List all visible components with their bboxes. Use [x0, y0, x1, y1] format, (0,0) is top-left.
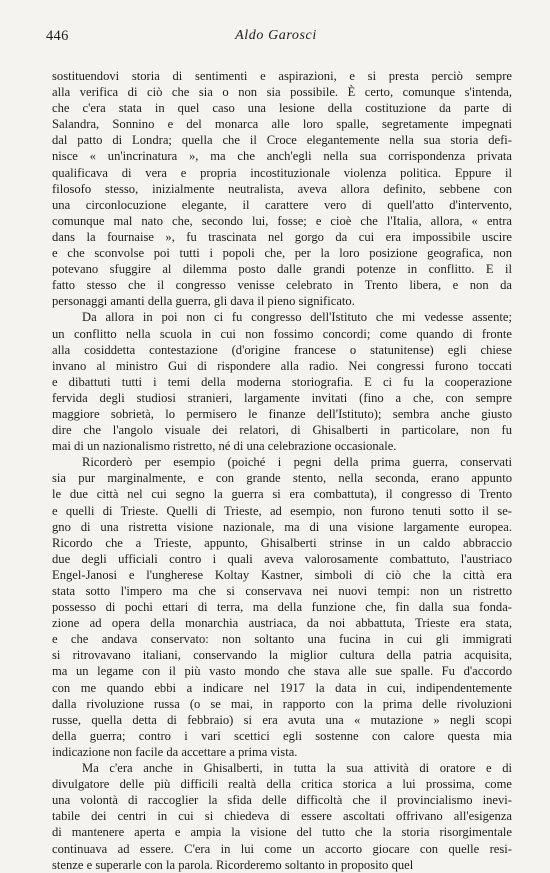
text-line: Salandra, Sonnino e del monarca alle loro spalle, segretamente impegnati — [52, 117, 512, 132]
text-line: un conflitto nella scuola in cui non fossimo concordi; come quando di fronte — [52, 326, 512, 341]
text-line: tabile dei centri in cui si chiedeva di essere ascoltati offrivano all'esigenza — [52, 809, 512, 824]
text-line: personaggi amanti della guerra, gli dava il pieno significato. — [52, 294, 355, 309]
text-line: Ricordo che a Trieste, appunto, Ghisalberti strinse in un caldo abbraccio — [52, 535, 512, 550]
text-line: maggiore sobrietà, lo permisero le finanze dell'Istituto); sembra anche giusto — [52, 406, 512, 421]
text-line: stata sotto l'impero ma che si conservava nei nuovi tempi: non un ristretto — [52, 584, 512, 598]
text-line: qualificava di vera e propria incostituzionale violenza politica. Eppure il — [52, 165, 512, 180]
text-line: e dibattuti tutti i temi della moderna storiografia. E ci fu la cooperazione — [52, 374, 512, 389]
text-line: alla verifica di ciò che sia o non sia possibile. È certo, comunque s'intenda, — [52, 85, 512, 100]
text-line: invano al ministro Gui di rispondere alla radio. Nei congressi furono toccati — [52, 358, 512, 373]
running-head-author: Aldo Garosci — [235, 28, 317, 43]
text-line: della guerra; contro i vari scettici egli sostenne con calore questa mia — [52, 728, 512, 743]
text-line: russe, quella detta di febbraio) si era avuta una « mutazione » negli scopi — [52, 712, 512, 727]
running-head — [46, 28, 506, 48]
text-line: comunque mal nato che, secondo lui, fosse; e cioè che l'Italia, allora, « entra — [52, 213, 512, 228]
text-line: alla cosiddetta contestazione (d'origine francese o statunitense) egli chiese — [52, 342, 512, 357]
text-line: dalla rivoluzione russa (o se mai, in rapporto con la prima delle rivoluzioni — [52, 696, 512, 711]
text-line: con me quando ebbi a indicare nel 1917 la data in cui, indipendentemente — [52, 680, 512, 695]
text-line: e che andava conservato: non soltanto una fucina in cui gli immigrati — [52, 632, 512, 647]
text-line: le due città nel cui segno la guerra si era combattuta), il congresso di Trento — [52, 487, 512, 502]
text-line: ma un legame con il più vasto mondo che stava alle sue spalle. Fu d'accordo — [52, 664, 512, 679]
text-line: Ricorderò per esempio (poiché i pegni della prima guerra, conservati — [82, 455, 512, 470]
text-line: due degli ufficiali contro i quali aveva valorosamente combattuto, l'austriaco — [52, 551, 512, 566]
body-text — [52, 68, 512, 873]
page-number: 446 — [46, 28, 69, 44]
text-line: filosofo stesso, inizialmente neutralista, aveva allora definito, sebbene con — [52, 181, 512, 196]
text-line: si ritrovavano italiani, conservando la miglior cultura della patria acquisita, — [52, 648, 512, 663]
text-line: stenze e superarle con la parola. Ricorderemo soltanto in proposito quel — [52, 857, 414, 872]
text-line: sostituendovi storia di sentimenti e aspirazioni, e si presta perciò sempre — [52, 69, 512, 83]
paragraph — [52, 760, 512, 873]
text-line: dire che l'angolo visuale dei relatori, di Ghisalberti in particolare, non fu — [52, 423, 512, 438]
text-line: una volontà di raccoglier la sfida delle difficoltà che il provincialismo inevi- — [52, 793, 512, 808]
text-line: continuava ad essere. C'era in lui come un accorto giocare con quelle resi- — [52, 841, 512, 856]
paragraph — [52, 309, 512, 454]
text-line: nisce « un'incrinatura », ma che anch'egli nella sua corrispondenza privata — [52, 149, 512, 164]
text-line: potevano sfuggire al dilemma posto dalle grandi potenze in conflitto. E il — [52, 262, 512, 277]
text-line: divulgatore delle più difficili realtà della critica storica a lui prossima, come — [52, 777, 512, 792]
text-line: una circonlocuzione elegante, il carattere vero di quell'atto d'intervento, — [52, 197, 512, 212]
text-line: possesso di pochi ettari di terra, ma della funzione che, fin dalla sua fonda- — [52, 600, 512, 615]
text-line: fervida degli studiosi stranieri, largamente invitati (fino a che, con sempre — [52, 390, 512, 405]
text-line: Engel-Janosi e l'ungherese Koltay Kastner, simboli di ciò che la città era — [52, 567, 512, 582]
text-line: zione ad opera della monarchia austriaca, da noi abbattuta, Trieste era stata, — [52, 616, 512, 631]
text-line: dans la fournaise », fu trascinata nel gorgo da cui era impossibile uscire — [52, 229, 512, 244]
text-line: e che sconvolse poi tutti i popoli che, per la loro posizione geografica, non — [52, 246, 512, 261]
text-line: mai di un nazionalismo ristretto, né di una celebrazione occasionale. — [52, 439, 397, 454]
text-line: dal patto di Londra; quella che il Croce elegantemente nella sua storia defi- — [52, 133, 512, 148]
text-line: che c'era stata in quel caso una lesione della costituzione da parte di — [52, 101, 512, 116]
paragraph — [52, 68, 512, 309]
text-line: Ma c'era anche in Ghisalberti, in tutta la sua attività di oratore e di — [82, 761, 512, 776]
text-line: fatto stesso che il congresso venisse celebrato in Trento libera, e non da — [52, 278, 512, 293]
text-line: di mantenere aperta e ampia la visione del tutto che la storia risorgimentale — [52, 825, 512, 840]
text-line: Da allora in poi non ci fu congresso dell'Istituto che mi vedesse assente; — [82, 310, 512, 325]
text-line: sia pur marginalmente, e con grande stento, nella seconda, erano appunto — [52, 471, 512, 486]
text-line: e quelli di Trieste. Quelli di Trieste, ad esempio, non furono tenuti sotto il se- — [52, 503, 512, 518]
text-line: indicazione non facile da accettare a prima vista. — [52, 744, 298, 759]
paragraph — [52, 454, 512, 760]
text-line: gno di una ristretta visione nazionale, ma di una visione largamente europea. — [52, 519, 512, 534]
